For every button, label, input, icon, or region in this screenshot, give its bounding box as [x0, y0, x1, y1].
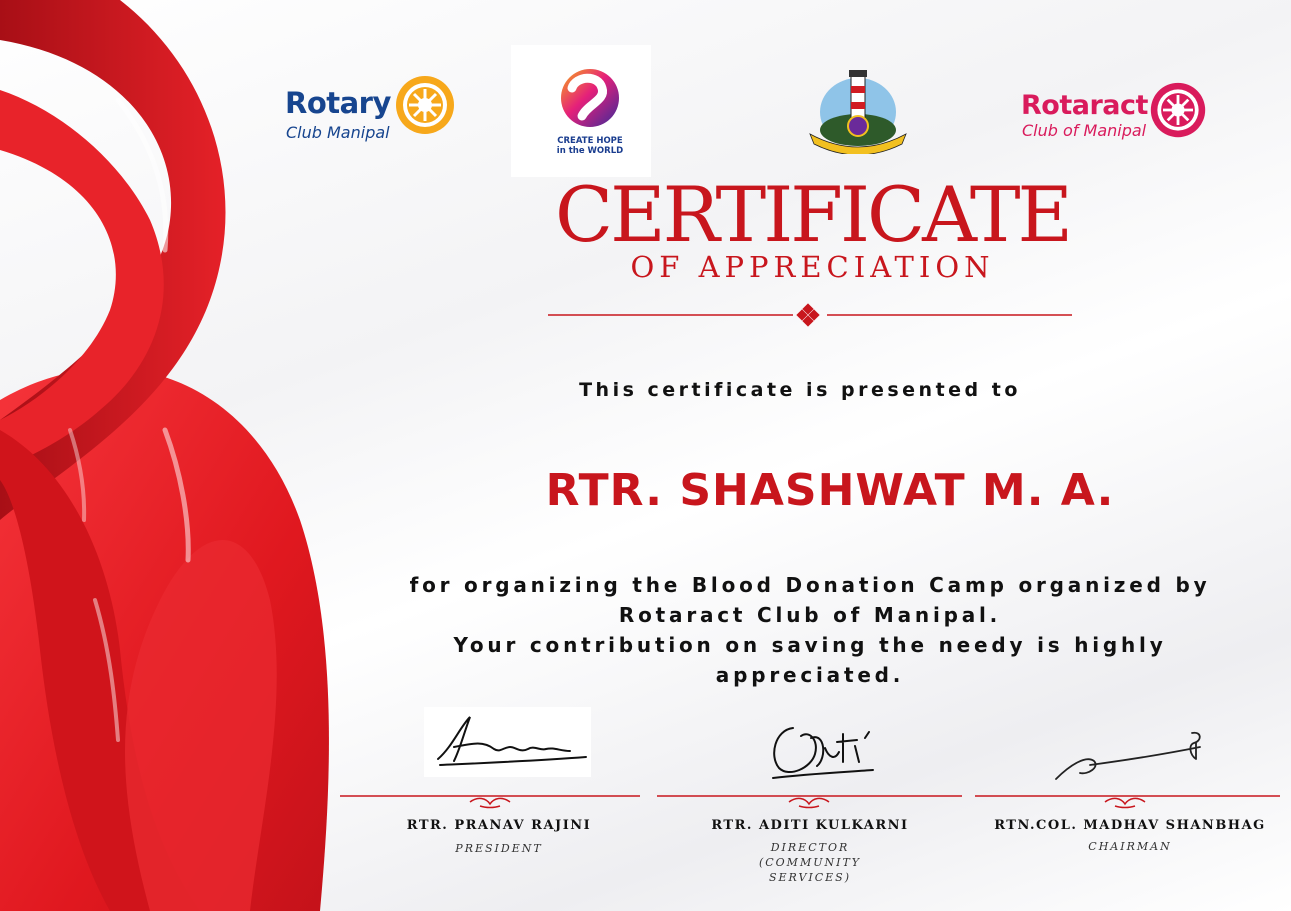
signature-divider-2 — [657, 790, 962, 812]
presented-to-text: This certificate is presented to — [579, 379, 1021, 401]
signature-madhav — [1050, 725, 1210, 785]
signature-aditi — [765, 718, 877, 782]
signatory-1-role: PRESIDENT — [455, 842, 543, 855]
body-line-2: Rotaract Club of Manipal. — [618, 603, 1002, 627]
rotary-wheel-icon — [393, 73, 457, 137]
signature-divider-3 — [975, 790, 1280, 812]
signatory-1-name: RTR. PRANAV RAJINI — [406, 818, 592, 833]
signature-divider-1 — [340, 790, 640, 812]
certificate-body — [380, 570, 1240, 690]
rotaract-wheel-icon — [1148, 80, 1208, 140]
certificate-subtitle: OF APPRECIATION — [630, 250, 995, 284]
create-hope-text — [540, 136, 640, 156]
signatory-2-role-line1: DIRECTOR — [770, 841, 850, 854]
signatory-2-role — [710, 840, 910, 885]
certificate-title: CERTIFICATE — [554, 170, 1071, 259]
create-hope-line2: in the WORLD — [556, 146, 624, 156]
signatory-3-name: RTN.COL. MADHAV SHANBHAG — [994, 818, 1266, 833]
rotaract-logo-name: Rotaract — [1021, 90, 1148, 121]
signatory-2-role-line2: (COMMUNITY — [758, 856, 862, 869]
signatory-2-name: RTR. ADITI KULKARNI — [711, 818, 909, 833]
rotary-logo-name: Rotary — [285, 86, 391, 120]
rotary-logo-subtitle: Club Manipal — [286, 123, 390, 142]
signatory-2-role-line3: SERVICES) — [768, 871, 852, 884]
recipient-name: RTR. SHASHWAT M. A. — [545, 465, 1115, 516]
body-line-4: appreciated. — [715, 663, 905, 687]
title-divider-ornament — [548, 303, 1072, 327]
create-hope-swirl-icon — [558, 64, 622, 132]
body-line-3: Your contribution on saving the needy is highly — [453, 633, 1167, 657]
signatory-3-role: CHAIRMAN — [1088, 840, 1172, 853]
body-line-1: for organizing the Blood Donation Camp organized by — [409, 573, 1211, 597]
create-hope-line1: CREATE HOPE — [557, 136, 623, 146]
lighthouse-emblem-icon — [806, 62, 910, 154]
signature-pranav — [424, 707, 591, 777]
rotaract-logo-subtitle: Club of Manipal — [1022, 121, 1147, 140]
